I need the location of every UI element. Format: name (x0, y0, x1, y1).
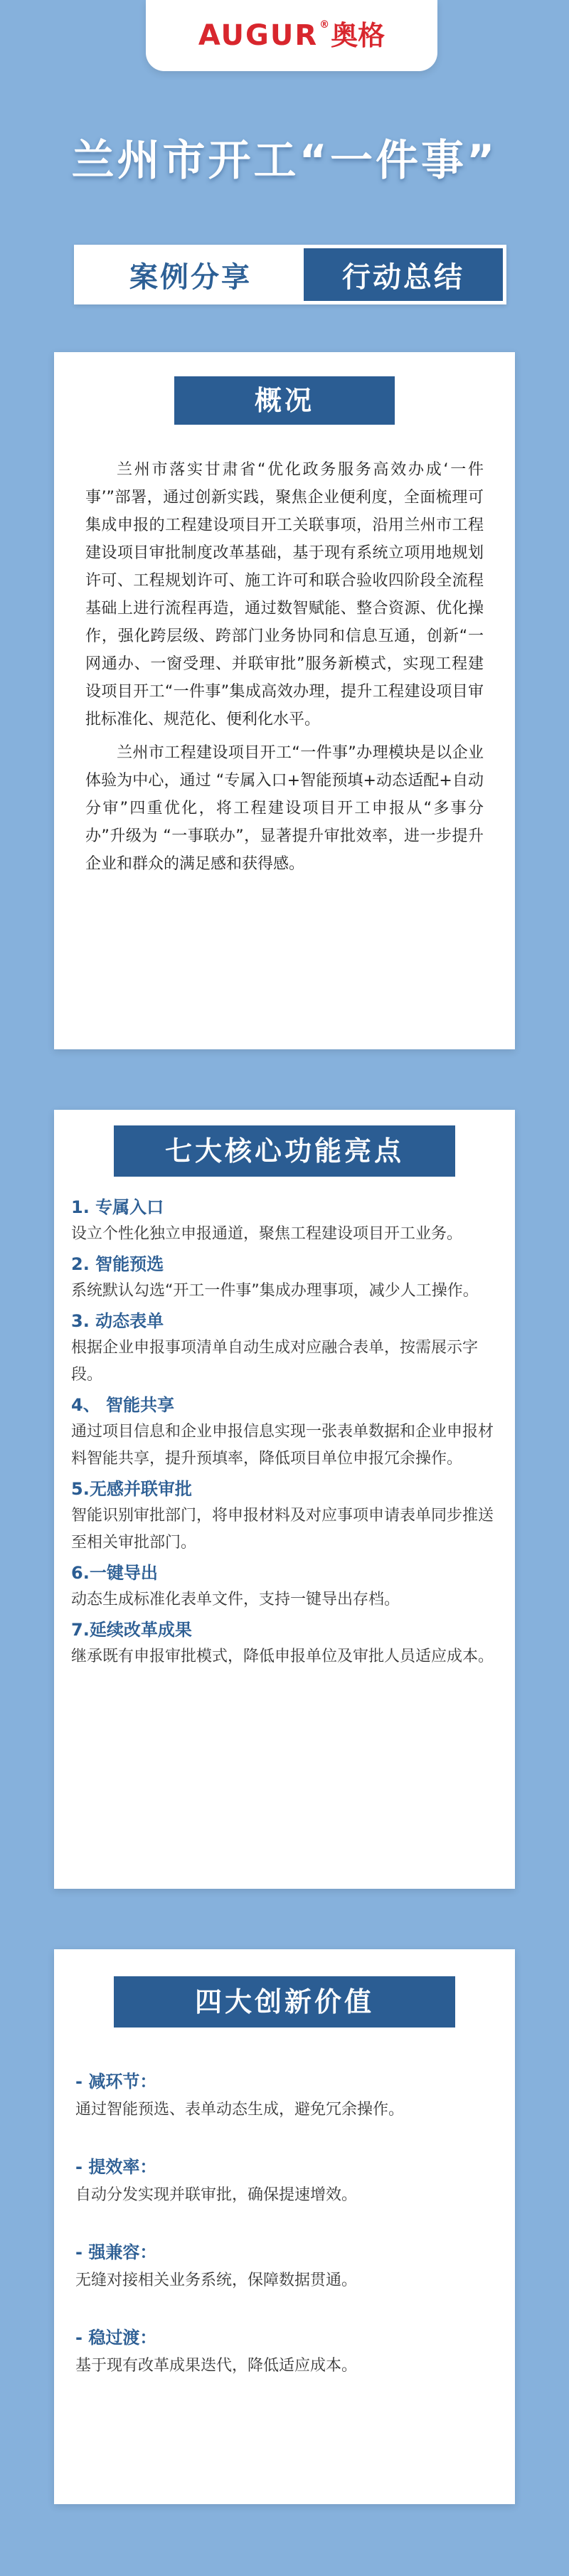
feature-title: 6.一键导出 (71, 1563, 158, 1583)
page-title: 兰州市开工“一件事” (71, 136, 498, 186)
brand-logo-cjk: 奥格 (331, 20, 385, 51)
brand-logo-latin: AUGUR (198, 19, 319, 52)
feature-title: 4、 智能共享 (71, 1395, 175, 1415)
value-item (75, 2323, 494, 2380)
feature-desc: 智能识别审批部门，将申报材料及对应事项申请表单同步推送至相关审批部门。 (71, 1507, 494, 1552)
value-desc: 无缝对接相关业务系统，保障数据贯通。 (75, 2272, 358, 2289)
feature-title: 3. 动态表单 (71, 1311, 164, 1331)
subtitle-action-summary: 行动总结 (304, 248, 503, 301)
feature-item (71, 1392, 498, 1473)
feature-title: 1. 专属入口 (71, 1197, 164, 1217)
feature-title: 5.无感并联审批 (71, 1479, 192, 1499)
feature-desc: 通过项目信息和企业申报信息实现一张表单数据和企业申报材料智能共享，提升预填率，降低项目单位申报冗余操作。 (71, 1423, 494, 1468)
value-desc: 自动分发实现并联审批，确保提速增效。 (75, 2186, 358, 2204)
feature-title: 7.延续改革成果 (71, 1620, 192, 1640)
value-desc: 通过智能预选、表单动态生成，避免冗余操作。 (75, 2101, 405, 2119)
feature-item (71, 1616, 498, 1670)
value-title: - 提效率： (75, 2157, 157, 2177)
feature-desc: 系统默认勾选“开工一件事”集成办理事项，减少人工操作。 (71, 1282, 479, 1300)
overview-paragraph-1: 兰州市落实甘肃省“优化政务服务高效办成‘一件事’”部署，通过创新实践，聚焦企业便利度，全面梳理可集成申报的工程建设项目开工关联事项，沿用兰州市工程建设项目审批制度改革基础，基于现有系统立项用地规划许可、工程规划许可、施工许可和联合验收四阶段全流程基础上进行流程再造，通过数智赋能、整合资源、优化操作，强化跨层级、跨部门业务协同和信息互通，创新“一网通办、一窗受理、并联审批”服务新模式，实现工程建设项目开工“一件事”集成高效办理，提升工程建设项目审批标准化、规范化、便利化水平。 (85, 461, 484, 728)
feature-item (71, 1308, 498, 1389)
feature-desc: 根据企业申报事项清单自动生成对应融合表单，按需展示字段。 (71, 1339, 479, 1384)
features-list (71, 1194, 498, 1670)
overview-card (54, 352, 515, 1049)
value-item (75, 2153, 494, 2210)
feature-desc: 继承既有申报审批模式，降低申报单位及审批人员适应成本。 (71, 1648, 494, 1665)
logo-tab (146, 0, 437, 71)
overview-paragraph-2: 兰州市工程建设项目开工“一件事”办理模块是以企业体验为中心，通过 “专属入口+智能预填+动态适配+自动分审”四重优化，将工程建设项目开工申报从“多事分办”升级为 “一事联办”，显著提升审批效率，进一步提升企业和群众的满足感和获得感。 (85, 744, 484, 873)
brand-logo (198, 19, 385, 52)
value-item (75, 2238, 494, 2295)
features-card (54, 1110, 515, 1889)
value-title: - 稳过渡： (75, 2328, 157, 2348)
features-heading: 七大核心功能亮点 (114, 1125, 455, 1177)
values-heading: 四大创新价值 (114, 1976, 455, 2028)
feature-title: 2. 智能预选 (71, 1254, 164, 1274)
value-title: - 强兼容： (75, 2242, 157, 2262)
feature-item (71, 1251, 498, 1305)
value-item (75, 2067, 494, 2124)
feature-item (71, 1194, 498, 1248)
overview-heading: 概况 (174, 376, 395, 425)
value-title: - 减环节： (75, 2072, 157, 2092)
feature-desc: 设立个性化独立申报通道，聚焦工程建设项目开工业务。 (71, 1225, 463, 1243)
values-card (54, 1949, 515, 2504)
registered-mark: ® (319, 19, 330, 31)
feature-item (71, 1559, 498, 1613)
subtitle-case-share: 案例分享 (129, 260, 252, 294)
value-desc: 基于现有改革成果迭代，降低适应成本。 (75, 2357, 358, 2375)
subtitle-banner (74, 245, 506, 304)
feature-desc: 动态生成标准化表单文件，支持一键导出存档。 (71, 1591, 400, 1608)
feature-item (71, 1475, 498, 1557)
